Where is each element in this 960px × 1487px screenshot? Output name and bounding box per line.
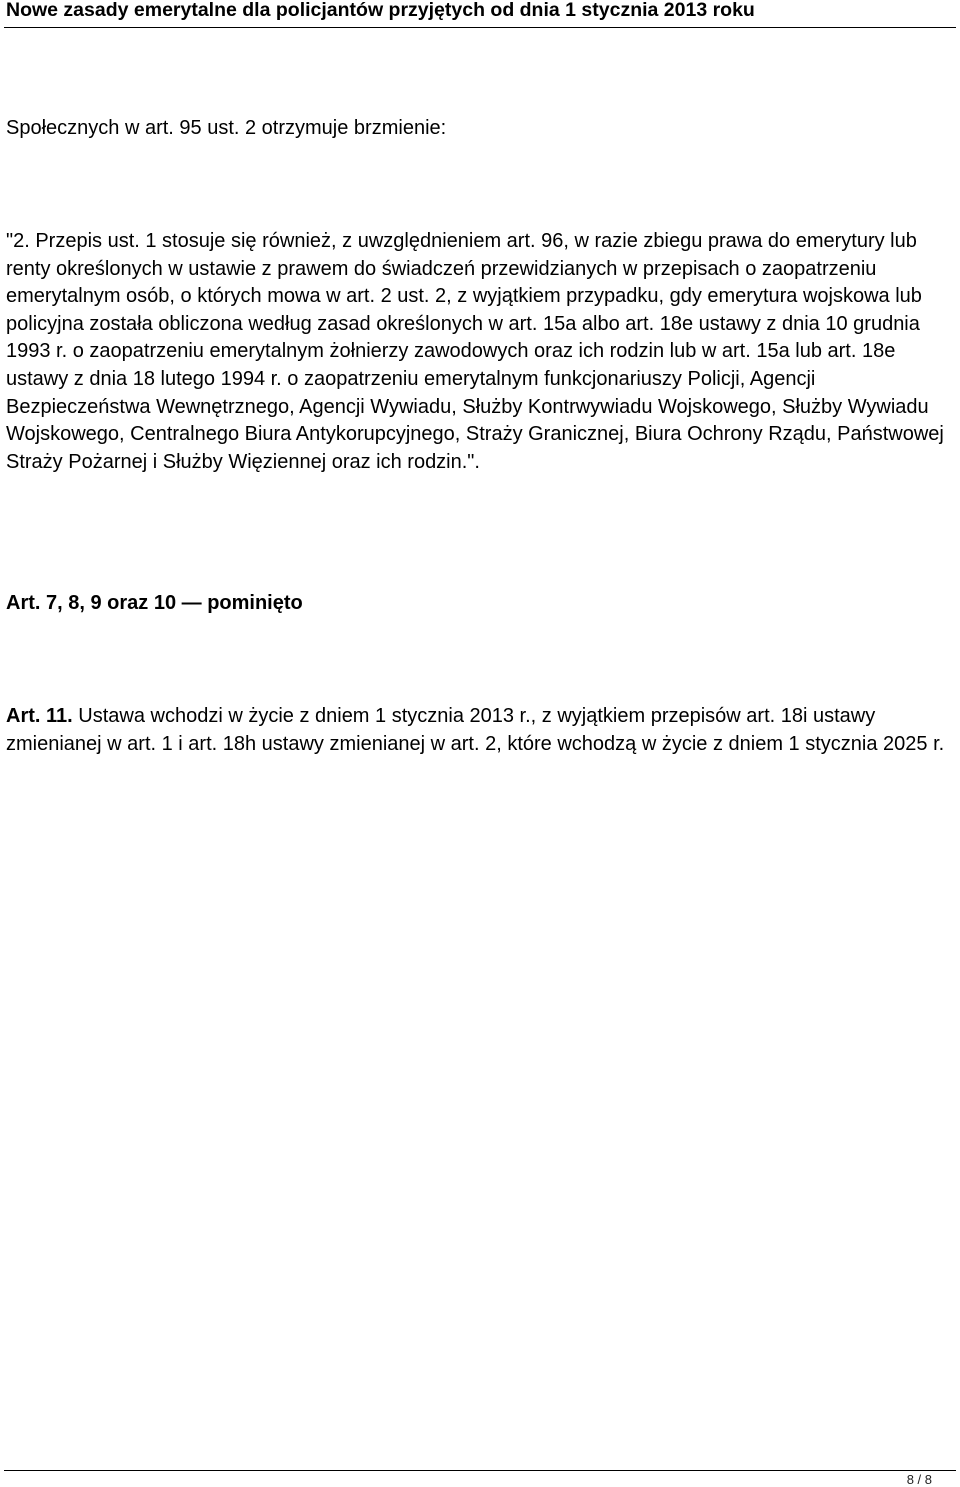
page-number: 8 / 8 [906, 1472, 932, 1487]
article-11-label: Art. 11. [6, 705, 73, 727]
paragraph-intro: Społecznych w art. 95 ust. 2 otrzymuje brzmienie: [6, 117, 447, 139]
paragraph-quoted-provision: "2. Przepis ust. 1 stosuje się również, z uwzględnieniem art. 96, w razie zbiegu prawa do emerytury lub renty określonych w ustawie z prawem do świadczeń przewidzianych w przepisach o zaopatrzeniu emerytalnym osób, o których mowa w art. 2 ust. 2, z wyjątkiem przypadku, gdy emerytura wojskowa lub policyjna została obliczona według zasad określonych w art. 15a albo art. 18e ustawy z dnia 10 grudnia 1993 r. o zaopatrzeniu emerytalnym żołnierzy zawodowych oraz ich rodzin lub w art. 15a lub art. 18e ustawy z dnia 18 lutego 1994 r. o zaopatrzeniu emerytalnym funkcjonariuszy Policji, Agencji Bezpieczeństwa Wewnętrznego, Agencji Wywiadu, Służby Kontrwywiadu Wojskowego, Służby Wywiadu Wojskowego, Centralnego Biura Antykorupcyjnego, Straży Granicznej, Biura Ochrony Rządu, Państwowej Straży Pożarnej i Służby Więziennej oraz ich rodzin.". [6, 230, 944, 473]
article-7-10-omitted: Art. 7, 8, 9 oraz 10 — pominięto [6, 592, 303, 614]
article-11 [6, 703, 956, 758]
document-title: Nowe zasady emerytalne dla policjantów przyjętych od dnia 1 stycznia 2013 roku [6, 0, 755, 21]
article-11-text: Ustawa wchodzi w życie z dniem 1 stycznia 2013 r., z wyjątkiem przepisów art. 18i ustawy zmienianej w art. 1 i art. 18h ustawy zmienianej w art. 2, które wchodzą w życie z dniem 1 stycznia 2025 r. [6, 705, 945, 755]
header-divider [4, 27, 956, 28]
footer-divider [4, 1470, 956, 1471]
